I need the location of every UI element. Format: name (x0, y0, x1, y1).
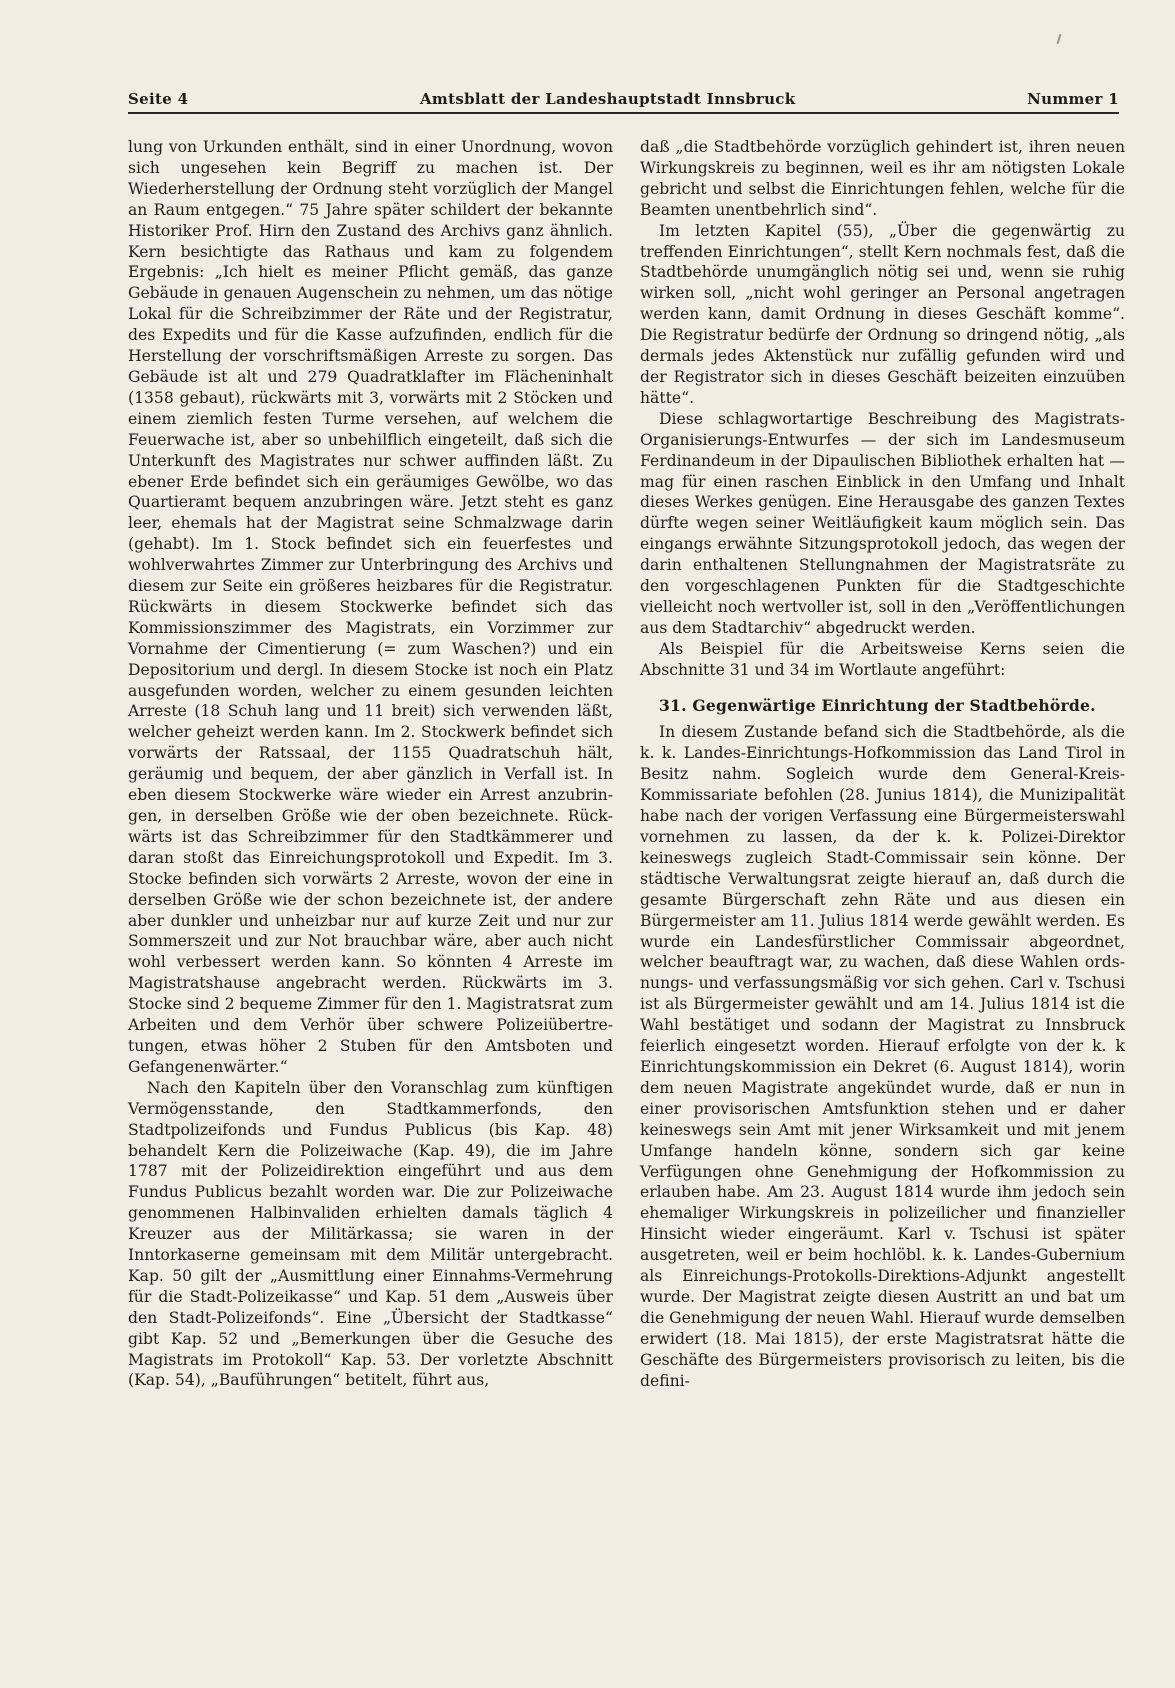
paragraph: daß „die Stadtbehörde vorzüglich gehindert ist, ihren neuen Wirkungskreis zu beginnen, weil es ihr am nötigsten Lokale gebricht und selbst die Einrichtungen fehlen, welche für die Beamten unentbehrlich sind“. (640, 138, 1125, 219)
page-number-label: Seite 4 (128, 90, 189, 108)
issue-number: Nummer 1 (1027, 90, 1119, 108)
paragraph: lung von Urkunden enthält, sind in einer Unordnung, wovon sich ungesehen kein Begriff zu machen ist. Der Wiederherstellung der Ordnung steht vorzüglich der Mangel an Raum entgegen.“ 75 Jahre später schildert der bekannte Historiker Prof. Hirn den Zustand des Archivs ganz ähnlich. Kern besichtigte das Rathaus und kam zu folgendem Ergebnis: „Ich hielt es meiner Pflicht gemäß, das ganze Gebäude in genauen Augenschein zu nehmen, um das nötige Lokal für die Schreibzimmer der Räte und der Registratur, des Expedits und für die Kasse aufzufinden, endlich für die Herstellung der vorschriftsmäßigen Arreste zu sorgen. Das Gebäude ist alt und 279 Quadratklafter im Flächeninhalt (1358 gebaut), rückwärts mit 3, vorwärts mit 2 Stöcken und einem ziemlich festen Turme versehen, auf welchem die Feuerwache ist, aber so unbehilflich eingeteilt, daß sich die Unterkunft des Magistrates nur schwer auffinden läßt. Zu ebener Erde befindet sich ein geräumiges Gewölbe, wo das Quartieramt bequem anzubringen wäre. Jetzt steht es ganz leer, ehemals hat der Magistrat seine Schmalzwage darin (gehabt). Im 1. Stock befindet sich ein feuerfestes und wohlverwahrtes Zimmer zur Unterbringung des Archivs und diesem zur Seite ein größeres heizbares für die Registratur. Rückwärts in diesem Stockwerke befindet sich das Kommissionszimmer des Magistrats, ein Vorzimmer zur Vornahme der Cimentierung (= zum Waschen?) und ein Depositorium und dergl. In diesem Stocke ist noch ein Platz ausgefunden worden, welcher zu einem gesunden leichten Arreste (18 Schuh lang und 11 breit) sich verwenden läßt, welcher geheizt werden kann. Im 2. Stockwerk befindet sich vorwärts der Ratssaal, der 1155 Quadratschuh hält, geräumig und bequem, der aber gänzlich in Verfall ist. In eben diesem Stockwerke wäre wieder ein Arrest anzubringen, in derselben Größe wie der oben bezeichnete. Rückwärts ist das Schreibzimmer für den Stadtkämmerer und daran stoßt das Einreichungsprotokoll und Expedit. Im 3. Stocke befinden sich vorwärts 2 Arreste, wovon der eine in derselben Größe wie der schon bezeichnete ist, der andere aber dunkler und unheizbar nur auf kurze Zeit und nur zur Sommerszeit und zur Not brauchbar wäre, aber auch nicht wohl verbessert werden kann. So könnten 4 Arreste im Magistratshause angebracht werden. Rückwärts im 3. Stocke sind 2 bequeme Zimmer für den 1. Magistratsrat zum Arbeiten und dem Verhör über schwere Polizeiübertretungen, etwas höher 2 Stuben für den Amtsboten und Gefangenenwärter.“ (128, 138, 613, 1076)
paragraph: Nach den Kapiteln über den Voranschlag zum künftigen Vermögensstande, den Stadtkammerfonds, den Stadtpolizeifonds und Fundus Publicus (bis Kap. 48) behandelt Kern die Polizeiwache (Kap. 49), die im Jahre 1787 mit der Polizeidirektion eingeführt und aus dem Fundus Publicus bezahlt worden war. Die zur Polizeiwache genommenen Halbinvaliden erhielten damals täglich 4 Kreuzer aus der Militärkassa; sie waren in der Inntorkaserne gemeinsam mit dem Militär untergebracht. Kap. 50 gilt der „Ausmittlung einer Einnahms-Vermehrung für die Stadt-Polizeikasse“ und Kap. 51 dem „Ausweis über den Stadt-Polizeifonds“. Eine „Übersicht der Stadtkasse“ gibt Kap. 52 und „Bemerkungen über die Gesuche des Magistrats im Protokoll“ Kap. 53. Der vorletzte Abschnitt (Kap. 54), „Bauführungen“ betitelt, führt aus, (128, 1078, 613, 1390)
left-column (128, 137, 613, 1391)
publication-title: Amtsblatt der Landeshauptstadt Innsbruck (419, 90, 796, 108)
paragraph: In diesem Zustande befand sich die Stadtbehörde, als die k. k. Landes-Einrichtungs-Hofkommission das Land Tirol in Besitz nahm. Sogleich wurde dem General-Kreis-Kommissariate befohlen (28. Junius 1814), die Munizipalität habe nach der vorigen Verfassung eine Bürgermeisterswahl vornehmen zu lassen, da der k. k. Polizei-Direktor keineswegs zugleich Stadt-Commissair sein könne. Der städtische Verwaltungsrat zeigte hierauf an, daß durch die gesamte Bürgerschaft zehn Räte und aus diesen ein Bürgermeister am 11. Julius 1814 werde gewählt werden. Es wurde ein Landesfürstlicher Commissair abgeordnet, welcher beauftragt war, zu wachen, daß diese Wahlen ordsnungs- und verfassungsmäßig vor sich gehen. Carl v. Tschusi ist als Bürgermeister gewählt und am 14. Julius 1814 ist die Wahl bestätiget und sodann der Magistrat zu Innsbruck feierlich eingesetzt worden. Hierauf erfolgte von der k. k Einrichtungskommission ein Dekret (6. August 1814), worin dem neuen Magistrate angekündet wurde, daß er nun in einer provisorischen Amtsfunktion stehen und er daher keineswegs sein Amt mit jener Wirksamkeit und mit jenem Umfange handeln könne, sondern sich gar keine Verfügungen ohne Genehmigung der Hofkommission zu erlauben habe. Am 23. August 1814 wurde ihm jedoch sein ehemaliger Wirkungskreis in polizeilicher und finanzieller Hinsicht wieder eingeräumt. Karl v. Tschusi ist später ausgetreten, weil er beim hochlöbl. k. k. Landes-Gubernium als Einreichungs-Protokolls-Direktions-Adjunkt angestellt wurde. Der Magistrat zeigte diesen Austritt an und bat um die Genehmigung der neuen Wahl. Hierauf wurde demselben erwidert (18. Mai 1815), der erste Magistratsrat hätte die Geschäfte des Bürgermeisters provisorisch zu leiten, bis die defini- (640, 723, 1125, 1390)
paragraph: Als Beispiel für die Arbeitsweise Kerns seien die Abschnitte 31 und 34 im Wortlaute angeführt: (640, 639, 1125, 679)
section-heading: 31. Gegenwärtige Einrichtung der Stadtbehörde. (659, 695, 1096, 715)
right-column (640, 137, 1125, 1391)
paragraph: Im letzten Kapitel (55), „Über die gegenwärtig zu treffenden Einrichtungen“, stellt Kern nochmals fest, daß die Stadtbehörde unumgänglich nötig sei und, wenn sie ruhig wirken soll, „nicht wohl geringer an Personal angetragen werden kann, damit Ordnung in dieses Geschäft komme“. Die Registratur bedürfe der Ordnung so dringend nötig, „als dermals jedes Aktenstück nur zufällig gefunden wird und der Registrator sich in dieses Geschäft beizeiten einzuüben hätte“. (640, 221, 1125, 407)
scan-mark (1057, 34, 1062, 44)
paragraph: Diese schlagwortartige Beschreibung des Magistrats-Organisierungs-Entwurfes — der sich im Landesmuseum Ferdinandeum in der Dipaulischen Bibliothek erhalten hat — mag für einen raschen Einblick in den Umfang und Inhalt dieses Werkes genügen. Eine Herausgabe des ganzen Textes dürfte wegen seiner Weitläufigkeit kaum möglich sein. Das eingangs erwähnte Sitzungsprotokoll jedoch, das wegen der darin enthaltenen Stellungnahmen der Magistratsräte zu den vorgeschlagenen Punkten für die Stadtgeschichte vielleicht noch wertvoller ist, soll in den „Veröffentlichungen aus dem Stadtarchiv“ abgedruckt werden. (640, 409, 1125, 637)
running-header (128, 82, 1119, 114)
